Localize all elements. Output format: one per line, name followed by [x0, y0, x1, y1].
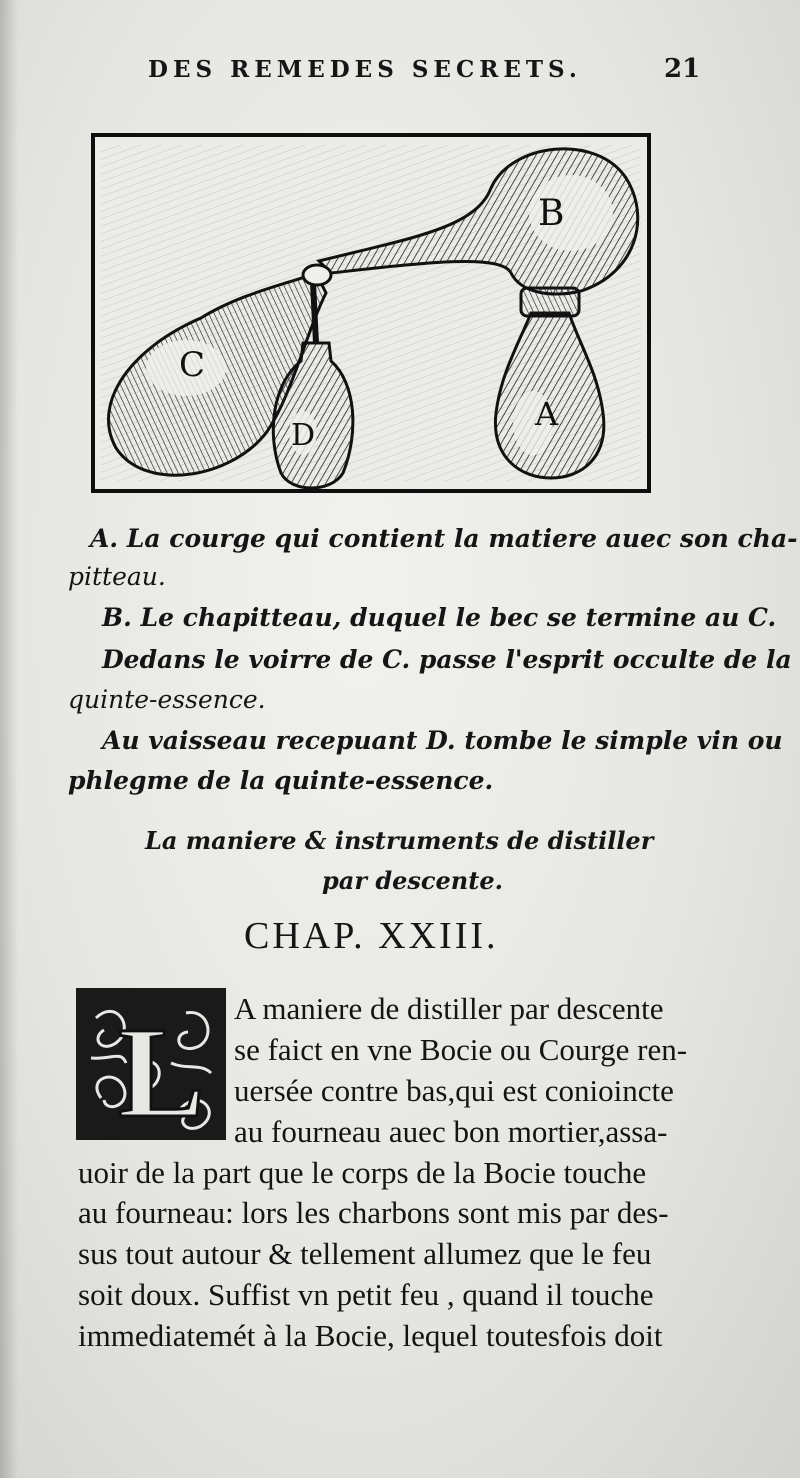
caption-d-line1: Au vaisseau recepuant D. tombe le simple vin ou: [102, 726, 783, 755]
gutter-shadow: [0, 0, 18, 1478]
body-line-9: immediatemét à la Bocie, lequel toutesfois doit: [78, 1318, 663, 1353]
body-line-6: au fourneau: lors les charbons sont mis par des-: [78, 1195, 669, 1230]
label-c: C: [179, 345, 206, 385]
body-line-1: A maniere de distiller par descente: [234, 991, 664, 1026]
body-line-4: au fourneau auec bon mortier,assa-: [234, 1114, 668, 1149]
ornamental-initial: [76, 988, 226, 1140]
page-number: 21: [664, 54, 701, 84]
caption-d-line2: phlegme de la quinte-essence.: [68, 766, 494, 795]
body-line-5: uoir de la part que le corps de la Bocie touche: [78, 1155, 647, 1190]
section-title-line2: par descente.: [322, 866, 503, 895]
chapter-heading: CHAP. XXIII.: [244, 915, 499, 957]
caption-b: B. Le chapitteau, duquel le bec se termine au C.: [102, 603, 777, 632]
section-title-line1: La maniere & instruments de distiller: [145, 826, 654, 855]
caption-c-line1: Dedans le voirre de C. passe l'esprit occulte de la: [102, 645, 792, 674]
body-line-8: soit doux. Suffist vn petit feu , quand il touche: [78, 1277, 654, 1312]
caption-a-line2: pitteau.: [68, 562, 166, 591]
body-line-2: se faict en vne Bocie ou Courge ren-: [234, 1032, 688, 1067]
label-b: B: [538, 193, 565, 234]
initial-letter: L: [118, 1001, 205, 1140]
label-a: A: [535, 395, 559, 433]
label-d: D: [291, 418, 316, 453]
caption-c-line2: quinte-essence.: [68, 685, 266, 714]
caption-a-line1: A. La courge qui contient la matiere auec son cha-: [90, 524, 798, 553]
distillation-woodcut: [91, 133, 651, 493]
running-head: DES REMEDES SECRETS.: [148, 56, 582, 83]
body-line-3: uersée contre bas,qui est conioincte: [234, 1073, 674, 1108]
body-line-7: sus tout autour & tellement allumez que le feu: [78, 1236, 652, 1271]
